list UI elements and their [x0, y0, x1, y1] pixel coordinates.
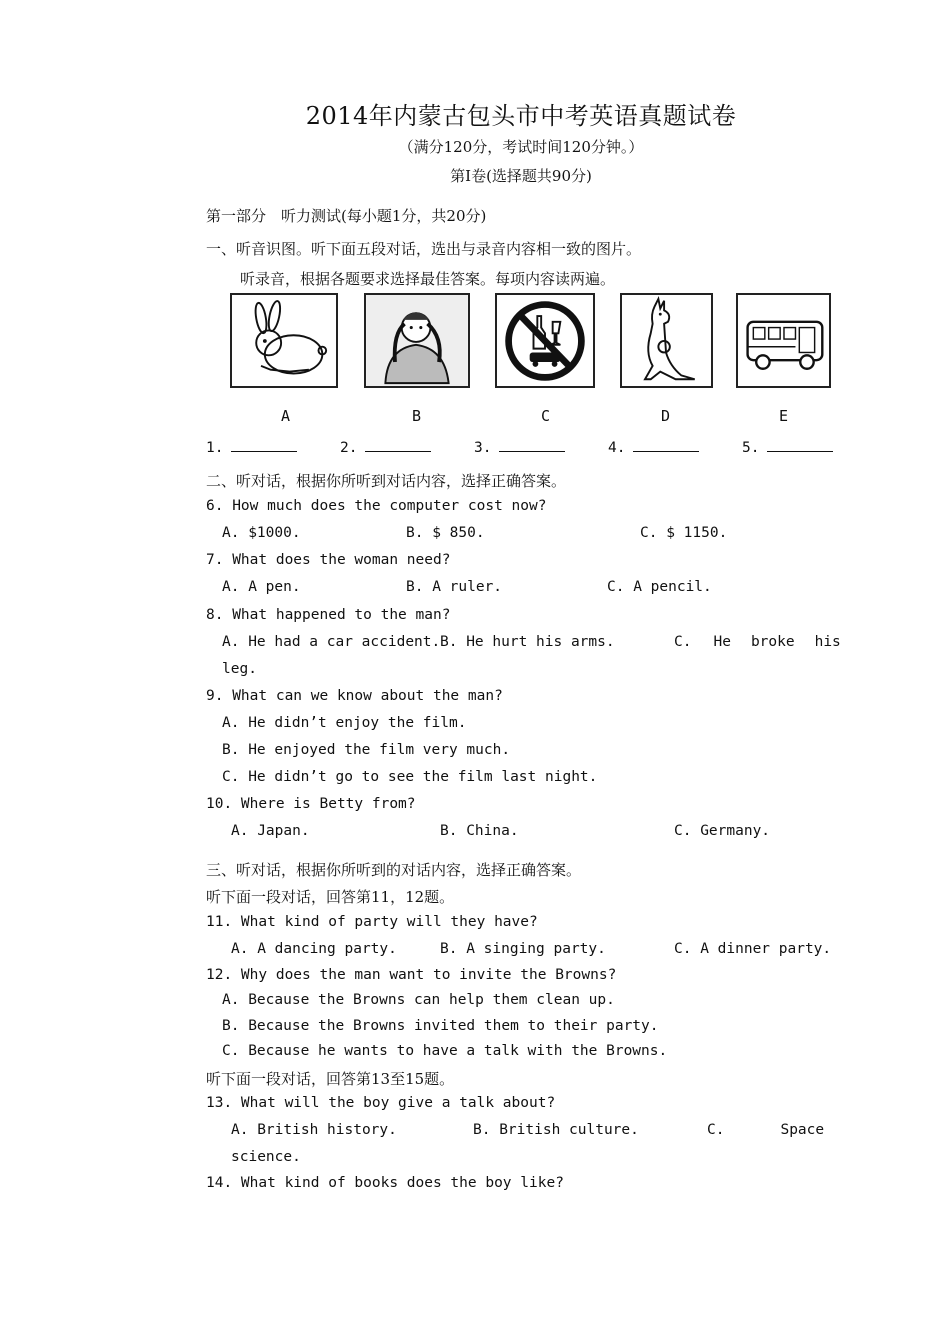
kangaroo-icon: [622, 295, 711, 386]
section3-note-2: 听下面一段对话，回答第13至15题。: [206, 1070, 455, 1088]
option-7b[interactable]: B. A ruler.: [406, 579, 503, 595]
section3-note-1: 听下面一段对话，回答第11，12题。: [206, 888, 455, 906]
option-13a[interactable]: A. British history.: [231, 1122, 397, 1138]
option-13b[interactable]: B. British culture.: [473, 1122, 639, 1138]
option-12c[interactable]: C. Because he wants to have a talk with the Browns.: [222, 1043, 668, 1059]
picture-b: [364, 293, 470, 388]
option-6c[interactable]: C. $ 1150.: [640, 525, 728, 541]
blank-line: [633, 437, 699, 452]
answer-blank-4[interactable]: 4.: [608, 437, 699, 456]
option-6a[interactable]: A. $1000.: [222, 525, 301, 541]
picture-a: [230, 293, 338, 388]
option-11a[interactable]: A. A dancing party.: [231, 941, 397, 957]
option-8c-continued: leg.: [222, 661, 257, 677]
question-6: 6. How much does the computer cost now?: [206, 498, 547, 514]
question-8: 8. What happened to the man?: [206, 607, 451, 623]
bus-icon: [738, 295, 829, 386]
option-9b[interactable]: B. He enjoyed the film very much.: [222, 742, 511, 758]
option-9c[interactable]: C. He didn’t go to see the film last night.: [222, 769, 598, 785]
option-11c[interactable]: C. A dinner party.: [674, 941, 832, 957]
option-7c[interactable]: C. A pencil.: [607, 579, 712, 595]
picture-label-d: D: [661, 407, 671, 425]
option-6b[interactable]: B. $ 850.: [406, 525, 485, 541]
question-7: 7. What does the woman need?: [206, 552, 451, 568]
page-title: 2014年内蒙古包头市中考英语真题试卷: [305, 102, 737, 130]
option-13c-continued: science.: [231, 1149, 301, 1165]
option-12a[interactable]: A. Because the Browns can help them clean up.: [222, 992, 615, 1008]
picture-c: [495, 293, 595, 388]
blank-line: [499, 437, 565, 452]
option-9a[interactable]: A. He didn’t enjoy the film.: [222, 715, 467, 731]
option-7a[interactable]: A. A pen.: [222, 579, 301, 595]
option-11b[interactable]: B. A singing party.: [440, 941, 606, 957]
option-13c[interactable]: C. Space: [707, 1122, 825, 1138]
option-10b[interactable]: B. China.: [440, 823, 519, 839]
person-headache-icon: [366, 295, 468, 386]
blank-line: [231, 437, 297, 452]
picture-label-c: C: [541, 407, 551, 425]
question-12: 12. Why does the man want to invite the Browns?: [206, 967, 617, 983]
question-14: 14. What kind of books does the boy like?: [206, 1175, 564, 1191]
answer-blank-2[interactable]: 2.: [340, 437, 431, 456]
answer-blank-5[interactable]: 5.: [742, 437, 833, 456]
option-10a[interactable]: A. Japan.: [231, 823, 310, 839]
answer-blank-3[interactable]: 3.: [474, 437, 565, 456]
section1-instructions: 听录音，根据各题要求选择最佳答案。每项内容读两遍。: [240, 270, 616, 288]
option-12b[interactable]: B. Because the Browns invited them to their party.: [222, 1018, 659, 1034]
question-9: 9. What can we know about the man?: [206, 688, 503, 704]
picture-label-e: E: [779, 407, 789, 425]
question-13: 13. What will the boy give a talk about?: [206, 1095, 556, 1111]
section3-title: 三、听对话，根据你所听到的对话内容，选择正确答案。: [206, 861, 582, 879]
no-drink-driving-icon: [497, 295, 593, 386]
option-8a[interactable]: A. He had a car accident.: [222, 634, 441, 650]
picture-d: [620, 293, 713, 388]
option-8c[interactable]: C. He broke his: [674, 634, 841, 650]
question-10: 10. Where is Betty from?: [206, 796, 416, 812]
section1-title: 一、听音识图。听下面五段对话，选出与录音内容相一致的图片。: [206, 240, 642, 258]
answer-blank-1[interactable]: 1.: [206, 437, 297, 456]
picture-label-b: B: [412, 407, 422, 425]
picture-e: [736, 293, 831, 388]
score-time-note: （满分120分，考试时间120分钟。）: [398, 138, 644, 156]
blank-line: [767, 437, 833, 452]
volume-heading: 第Ⅰ卷(选择题共90分): [450, 167, 592, 185]
option-10c[interactable]: C. Germany.: [674, 823, 771, 839]
picture-label-a: A: [281, 407, 291, 425]
section2-title: 二、听对话，根据你所听到对话内容，选择正确答案。: [206, 472, 567, 490]
rabbit-icon: [232, 295, 336, 386]
option-8b[interactable]: B. He hurt his arms.: [440, 634, 615, 650]
blank-line: [365, 437, 431, 452]
question-11: 11. What kind of party will they have?: [206, 914, 538, 930]
part1-heading: 第一部分 听力测试(每小题1分，共20分): [206, 207, 487, 225]
